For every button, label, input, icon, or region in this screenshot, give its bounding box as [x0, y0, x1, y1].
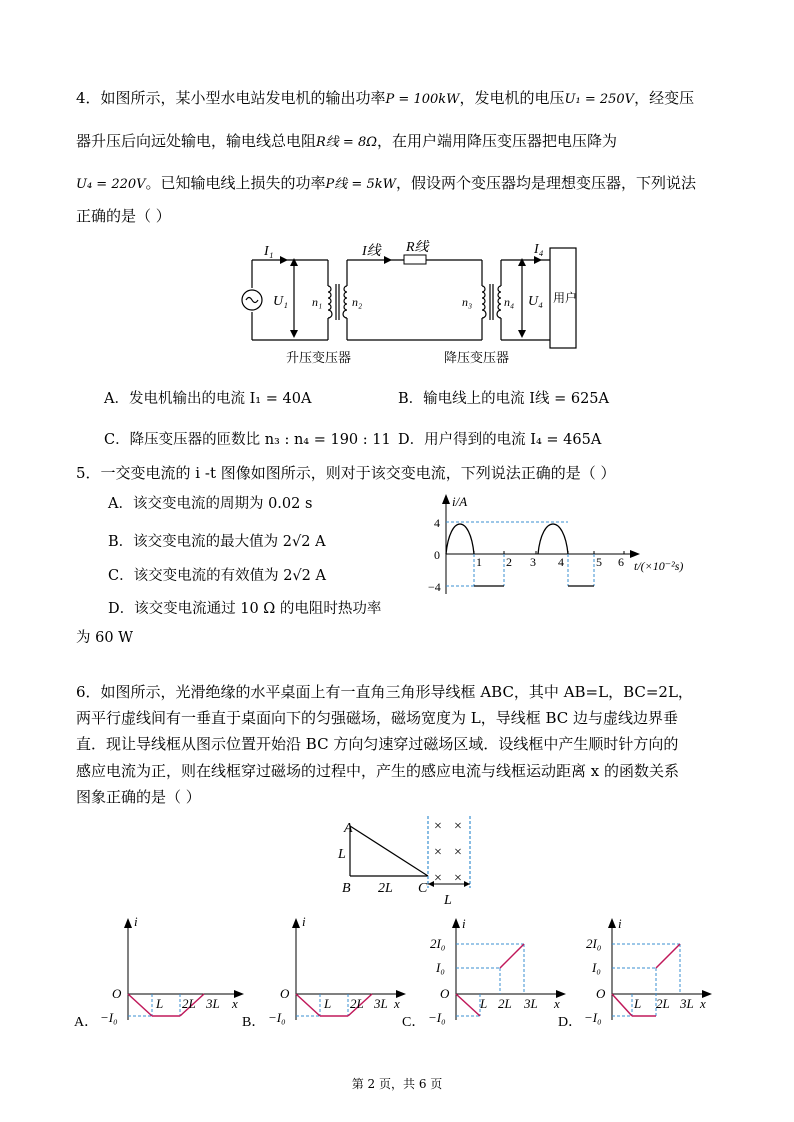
q6-vertex-c: C — [418, 881, 428, 896]
q6-side-ab: L — [338, 847, 346, 862]
label-i1: I₁ — [264, 244, 274, 259]
label-user: 用户 — [553, 291, 578, 305]
q5-xtick-3: 3 — [530, 555, 536, 569]
q4-r-eq: R线 = 8Ω — [316, 135, 378, 150]
q5-it-graph — [418, 492, 698, 602]
graph-tick-2l: 2L — [656, 996, 670, 1011]
q5-option-d-cont: 为 60 W — [76, 630, 134, 646]
graph-tick-2i0: 2I₀ — [430, 936, 446, 951]
q4-option-c[interactable]: C．降压变压器的匝数比 n₃ : n₄ = 190 : 11 — [104, 432, 391, 448]
label-i4: I₄ — [534, 242, 544, 257]
graph-option-label-c[interactable]: C． — [402, 1015, 426, 1030]
q4-pl-eq: P线 = 5kW — [325, 177, 396, 192]
graph-axis-i: i — [618, 916, 622, 931]
q4-text: 。已知输电线上损失的功率 — [145, 174, 326, 192]
q6-field-width: L — [444, 893, 452, 908]
graph-tick-3l: 3L — [524, 996, 538, 1011]
label-n4: n₄ — [504, 295, 515, 309]
q5-option-a[interactable]: A．该交变电流的周期为 0.02 s — [108, 496, 313, 512]
graph-option-label-a[interactable]: A． — [74, 1015, 99, 1030]
q4-text: ，在用户端用降压变压器把电压降为 — [377, 132, 618, 150]
graph-tick-i0: I₀ — [436, 960, 445, 975]
q4-text: ，假设两个变压器均是理想变压器，下列说法 — [395, 174, 696, 192]
graph-axis-x: x — [700, 996, 706, 1011]
graph-tick-3l: 3L — [374, 996, 388, 1011]
label-n3: n₃ — [462, 295, 473, 309]
field-cross: × — [454, 871, 462, 886]
graph-origin: O — [112, 986, 122, 1001]
q5-ytick-0: 0 — [434, 548, 440, 562]
graph-axis-x: x — [554, 996, 560, 1011]
label-rline: R线 — [406, 240, 429, 255]
q6-vertex-b: B — [342, 881, 351, 896]
q6-graph-d[interactable] — [556, 916, 734, 1034]
q5-option-b[interactable]: B．该交变电流的最大值为 2√2 A — [108, 534, 326, 550]
label-step-down: 降压变压器 — [444, 350, 510, 365]
q5-xtick-1: 1 — [476, 555, 482, 569]
graph-tick-2l: 2L — [182, 996, 196, 1011]
graph-tick-3l: 3L — [206, 996, 220, 1011]
graph-option-label-d[interactable]: D． — [558, 1015, 583, 1030]
q5-xtick-4: 4 — [558, 555, 564, 569]
label-n2: n₂ — [352, 295, 363, 309]
q5-stem: 5．一交变电流的 i -t 图像如图所示，则对于该交变电流，下列说法正确的是（ ） — [76, 464, 616, 482]
field-cross: × — [434, 845, 442, 860]
graph-tick-neg-i0: −I₀ — [100, 1010, 118, 1025]
label-step-up: 升压变压器 — [286, 350, 352, 365]
q4-power-eq: P = 100kW — [385, 92, 460, 107]
q4-line2 — [76, 131, 617, 153]
graph-axis-x: x — [232, 996, 238, 1011]
graph-axis-i: i — [302, 916, 306, 929]
label-n1: n₁ — [312, 295, 323, 309]
graph-tick-3l: 3L — [680, 996, 694, 1011]
graph-tick-neg-i0: −I₀ — [428, 1010, 446, 1025]
graph-axis-x: x — [394, 996, 400, 1011]
q4-option-d[interactable]: D．用户得到的电流 I₄ = 465A — [398, 432, 602, 448]
q4-circuit-diagram — [236, 240, 582, 368]
q5-option-d[interactable]: D．该交变电流通过 10 Ω 的电阻时热功率 — [108, 601, 382, 617]
q4-text: ，发电机的电压 — [459, 89, 565, 107]
q4-u4-eq: U₄ = 220V — [76, 177, 146, 192]
field-cross: × — [434, 871, 442, 886]
q4-text: 4．如图所示，某小型水电站发电机的输出功率 — [76, 89, 386, 107]
label-u4: U₄ — [528, 294, 543, 309]
graph-tick-i0: I₀ — [592, 960, 601, 975]
q5-xtick-5: 5 — [596, 555, 602, 569]
q5-ylabel: i/A — [452, 494, 468, 509]
q6-line5: 图象正确的是（ ） — [76, 788, 201, 806]
graph-tick-l: L — [480, 996, 488, 1011]
q4-option-b[interactable]: B．输电线上的电流 I线 = 625A — [398, 391, 610, 407]
field-cross: × — [454, 845, 462, 860]
q6-line2: 两平行虚线间有一垂直于桌面向下的匀强磁场，磁场宽度为 L，导线框 BC 边与虚线边界垂 — [76, 709, 679, 727]
graph-tick-2l: 2L — [498, 996, 512, 1011]
graph-tick-l: L — [324, 996, 332, 1011]
q6-vertex-a: A — [344, 821, 353, 836]
graph-origin: O — [596, 986, 606, 1001]
field-cross: × — [434, 819, 442, 834]
field-cross: × — [454, 819, 462, 834]
q6-graph-c[interactable] — [400, 916, 578, 1034]
q6-side-bc: 2L — [378, 881, 393, 896]
q6-line4: 感应电流为正，则在线框穿过磁场的过程中，产生的感应电流与线框运动距离 x 的函数关系 — [76, 762, 679, 780]
graph-tick-neg-i0: −I₀ — [268, 1010, 286, 1025]
q6-line1: 6．如图所示，光滑绝缘的水平桌面上有一直角三角形导线框 ABC，其中 AB=L，BC=2L， — [76, 683, 693, 701]
graph-tick-l: L — [634, 996, 642, 1011]
q4-text: ，经变压 — [634, 89, 695, 107]
q4-line4: 正确的是（ ） — [76, 207, 171, 225]
graph-origin: O — [280, 986, 290, 1001]
q4-line1 — [76, 88, 694, 110]
q5-xlabel: t/(×10⁻²s) — [634, 559, 684, 573]
q4-line3 — [76, 173, 696, 195]
q4-text: 器升压后向远处输电，输电线总电阻 — [76, 132, 317, 150]
label-u1: U₁ — [273, 294, 288, 309]
q5-xtick-6: 6 — [618, 555, 624, 569]
graph-axis-i: i — [134, 916, 138, 929]
graph-tick-2l: 2L — [350, 996, 364, 1011]
graph-origin: O — [440, 986, 450, 1001]
q5-option-c[interactable]: C．该交变电流的有效值为 2√2 A — [108, 568, 326, 584]
q4-u1-eq: U₁ = 250V — [564, 92, 635, 107]
graph-tick-neg-i0: −I₀ — [584, 1010, 602, 1025]
q5-ytick-neg4: −4 — [428, 580, 441, 594]
graph-tick-l: L — [156, 996, 164, 1011]
q6-graph-b[interactable] — [240, 916, 418, 1034]
graph-option-label-b[interactable]: B． — [242, 1015, 266, 1030]
page-footer: 第 2 页，共 6 页 — [351, 1077, 443, 1091]
q5-xtick-2: 2 — [506, 555, 512, 569]
q6-graph-a[interactable] — [72, 916, 250, 1034]
q4-option-a[interactable]: A．发电机输出的电流 I₁ = 40A — [104, 391, 312, 407]
label-iline: I线 — [362, 244, 381, 259]
q6-triangle-field-diagram — [330, 812, 480, 912]
graph-tick-2i0: 2I₀ — [586, 936, 602, 951]
q6-line3: 直．现让导线框从图示位置开始沿 BC 方向匀速穿过磁场区域．设线框中产生顺时针方向的 — [76, 735, 679, 753]
graph-axis-i: i — [462, 916, 466, 931]
q5-ytick-4: 4 — [434, 516, 440, 530]
